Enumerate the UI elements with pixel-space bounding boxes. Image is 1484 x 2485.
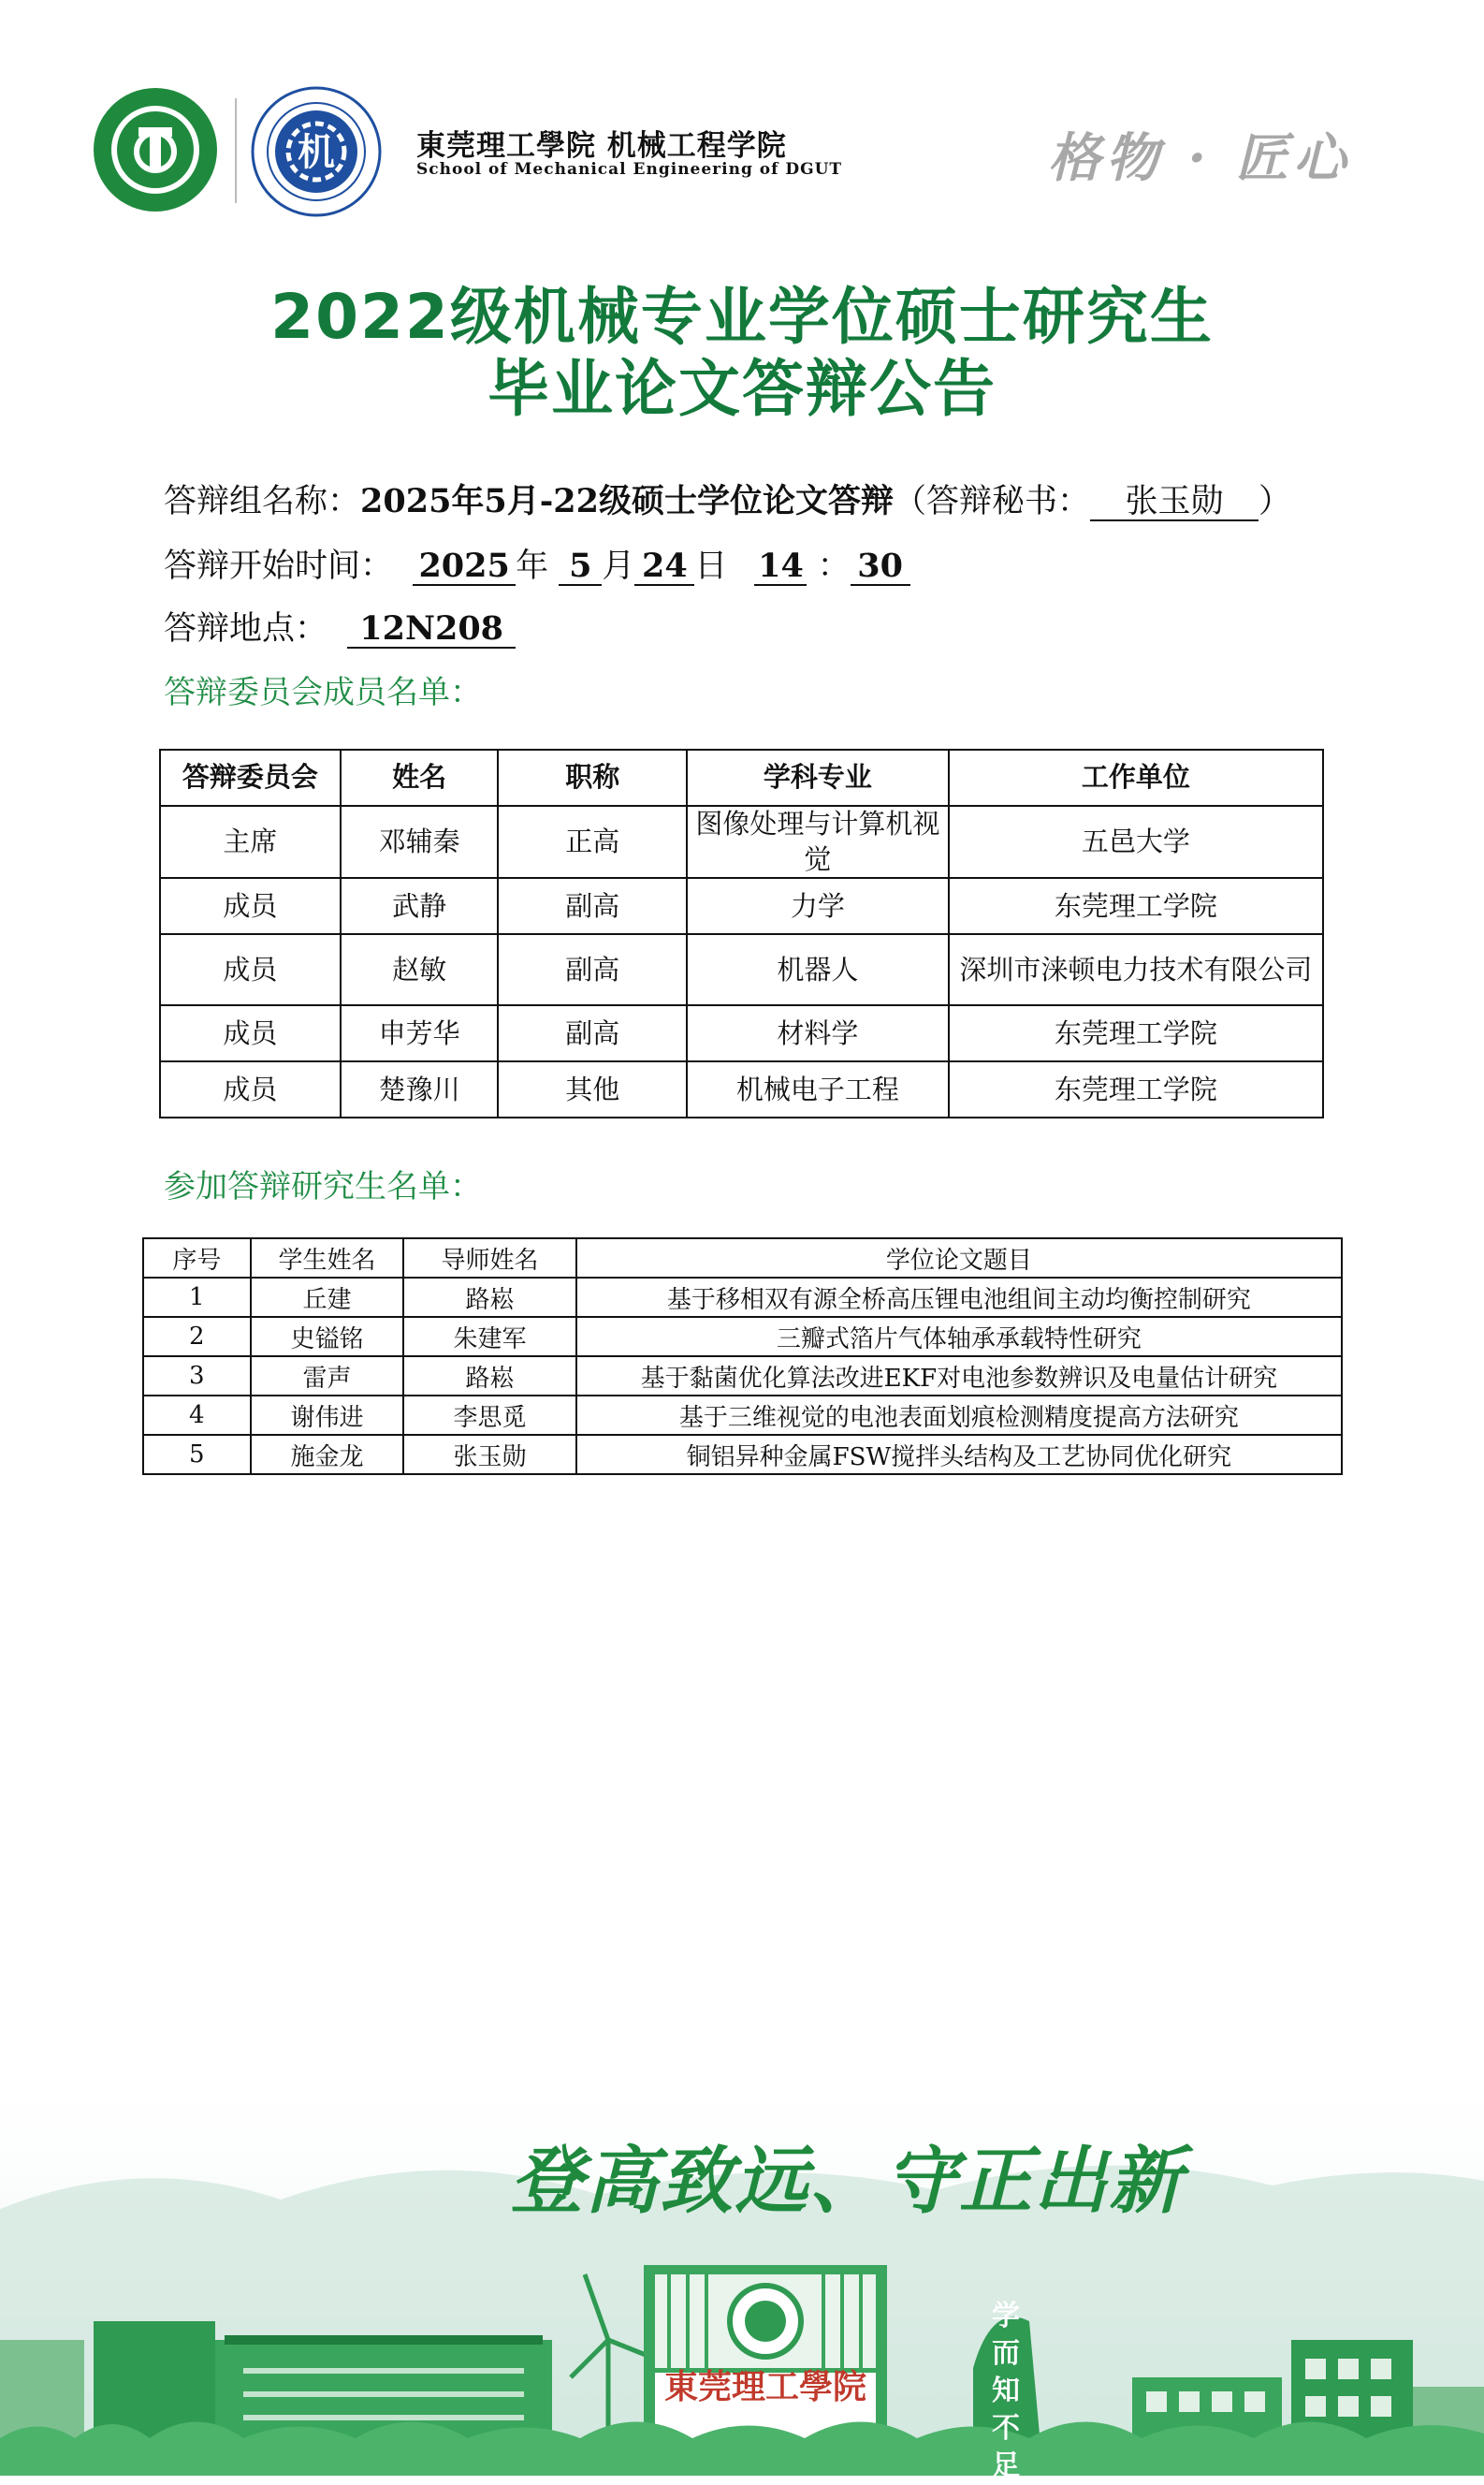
table-cell: 2 bbox=[143, 1317, 251, 1356]
committee-header-cell: 职称 bbox=[498, 750, 687, 806]
school-name-cn: 東莞理工學院 机械工程学院 bbox=[416, 129, 787, 163]
table-row bbox=[160, 1005, 1323, 1061]
table-row bbox=[143, 1435, 1342, 1474]
table-cell: 其他 bbox=[498, 1061, 687, 1118]
stone-inscription: 学而知不足 bbox=[992, 2300, 1020, 2482]
table-cell: 赵敏 bbox=[341, 934, 499, 1005]
group-name: 2025年5月-22级硕士学位论文答辩 bbox=[360, 482, 895, 520]
table-cell: 申芳华 bbox=[341, 1005, 499, 1061]
time-minute: 30 bbox=[851, 549, 910, 586]
table-cell: 成员 bbox=[160, 1005, 341, 1061]
table-cell: 东莞理工学院 bbox=[949, 878, 1323, 934]
table-cell: 主席 bbox=[160, 806, 341, 878]
time-separator: ： bbox=[817, 548, 851, 585]
table-row bbox=[143, 1396, 1342, 1435]
table-cell: 张玉勋 bbox=[403, 1435, 576, 1474]
table-cell: 正高 bbox=[498, 806, 687, 878]
page-title-line2: 毕业论文答辩公告 bbox=[487, 353, 997, 425]
table-cell: 4 bbox=[143, 1396, 251, 1435]
students-header-cell: 学生姓名 bbox=[251, 1238, 404, 1278]
committee-table bbox=[159, 749, 1324, 1118]
logo2-mark: 机 bbox=[298, 131, 335, 174]
table-cell: 3 bbox=[143, 1356, 251, 1396]
table-cell: 副高 bbox=[498, 878, 687, 934]
defense-group-line bbox=[164, 475, 1291, 522]
committee-section-title: 答辩委员会成员名单： bbox=[164, 674, 482, 711]
table-cell: 东莞理工学院 bbox=[949, 1061, 1323, 1118]
table-cell: 楚豫川 bbox=[341, 1061, 499, 1118]
table-cell: 丘建 bbox=[251, 1278, 404, 1317]
table-cell: 材料学 bbox=[687, 1005, 949, 1061]
table-cell: 副高 bbox=[498, 934, 687, 1005]
table-cell: 副高 bbox=[498, 1005, 687, 1061]
students-header-cell: 序号 bbox=[143, 1238, 251, 1278]
time-year: 2025 bbox=[413, 549, 516, 586]
dgut-university-logo bbox=[92, 86, 219, 213]
table-cell: 铜铝异种金属FSW搅拌头结构及工艺协同优化研究 bbox=[576, 1435, 1342, 1474]
table-row bbox=[160, 806, 1323, 878]
time-month: 5 bbox=[559, 549, 602, 586]
secretary-suffix: ） bbox=[1258, 483, 1292, 520]
committee-header-cell: 答辩委员会 bbox=[160, 750, 341, 806]
table-row bbox=[143, 1317, 1342, 1356]
month-unit: 月 bbox=[602, 548, 635, 585]
committee-header-row bbox=[160, 750, 1323, 806]
location-value: 12N208 bbox=[347, 612, 516, 649]
table-cell: 东莞理工学院 bbox=[949, 1005, 1323, 1061]
group-label: 答辩组名称： bbox=[164, 483, 361, 520]
table-cell: 雷声 bbox=[251, 1356, 404, 1396]
secretary-name: 张玉勋 bbox=[1090, 485, 1258, 521]
table-cell: 邓辅秦 bbox=[341, 806, 499, 878]
table-cell: 成员 bbox=[160, 1061, 341, 1118]
table-cell: 李思觅 bbox=[403, 1396, 576, 1435]
table-cell: 图像处理与计算机视觉 bbox=[687, 806, 949, 878]
table-cell: 基于三维视觉的电池表面划痕检测精度提高方法研究 bbox=[576, 1396, 1342, 1435]
table-row bbox=[160, 1061, 1323, 1118]
year-unit: 年 bbox=[516, 548, 549, 585]
table-row bbox=[160, 878, 1323, 934]
table-cell: 谢伟进 bbox=[251, 1396, 404, 1435]
table-cell: 朱建军 bbox=[403, 1317, 576, 1356]
students-header-row bbox=[143, 1238, 1342, 1278]
secretary-prefix: （答辩秘书： bbox=[894, 483, 1091, 520]
committee-header-cell: 姓名 bbox=[341, 750, 499, 806]
table-row bbox=[143, 1278, 1342, 1317]
table-cell: 深圳市涞顿电力技术有限公司 bbox=[949, 934, 1323, 1005]
committee-header-cell: 工作单位 bbox=[949, 750, 1323, 806]
page-header bbox=[0, 0, 1484, 243]
students-table bbox=[142, 1237, 1343, 1475]
table-cell: 基于黏菌优化算法改进EKF对电池参数辨识及电量估计研究 bbox=[576, 1356, 1342, 1396]
motto-text: 格物 · 匠心 bbox=[1048, 127, 1352, 189]
table-cell: 机器人 bbox=[687, 934, 949, 1005]
time-hour: 14 bbox=[754, 549, 807, 586]
table-row bbox=[160, 934, 1323, 1005]
page-title-line1: 2022级机械专业学位硕士研究生 bbox=[270, 281, 1214, 353]
slogan-text: 登高致远、守正出新 bbox=[510, 2139, 1185, 2224]
table-cell: 基于移相双有源全桥高压锂电池组间主动均衡控制研究 bbox=[576, 1278, 1342, 1317]
table-cell: 史镒铭 bbox=[251, 1317, 404, 1356]
table-cell: 五邑大学 bbox=[949, 806, 1323, 878]
day-unit: 日 bbox=[694, 548, 728, 585]
school-name-en: School of Mechanical Engineering of DGUT bbox=[416, 160, 843, 179]
table-row bbox=[143, 1356, 1342, 1396]
defense-time-line bbox=[164, 540, 910, 587]
students-section-title: 参加答辩研究生名单： bbox=[164, 1168, 482, 1206]
table-cell: 成员 bbox=[160, 934, 341, 1005]
location-label: 答辩地点： bbox=[164, 610, 328, 648]
defense-location-line bbox=[164, 603, 516, 650]
table-cell: 成员 bbox=[160, 878, 341, 934]
table-cell: 力学 bbox=[687, 878, 949, 934]
mechanical-school-logo bbox=[251, 86, 382, 217]
table-cell: 三瓣式箔片气体轴承承载特性研究 bbox=[576, 1317, 1342, 1356]
table-cell: 路崧 bbox=[403, 1278, 576, 1317]
logo-divider bbox=[235, 98, 237, 203]
table-cell: 武静 bbox=[341, 878, 499, 934]
gate-school-name: 東莞理工學院 bbox=[663, 2367, 866, 2406]
table-cell: 5 bbox=[143, 1435, 251, 1474]
students-header-cell: 学位论文题目 bbox=[576, 1238, 1342, 1278]
students-header-cell: 导师姓名 bbox=[403, 1238, 576, 1278]
time-label: 答辩开始时间： bbox=[164, 548, 394, 585]
table-cell: 机械电子工程 bbox=[687, 1061, 949, 1118]
table-cell: 施金龙 bbox=[251, 1435, 404, 1474]
committee-header-cell: 学科专业 bbox=[687, 750, 949, 806]
table-cell: 路崧 bbox=[403, 1356, 576, 1396]
time-day: 24 bbox=[634, 549, 694, 586]
table-cell: 1 bbox=[143, 1278, 251, 1317]
